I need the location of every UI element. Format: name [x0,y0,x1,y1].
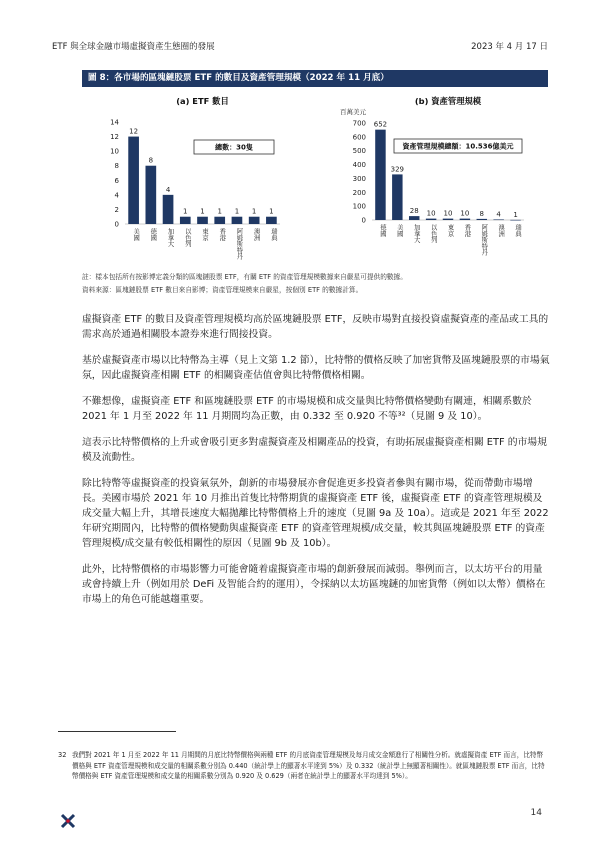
hkex-logo-icon [60,813,76,829]
data-label: 12 [129,127,139,136]
header-date: 2023 年 4 月 17 日 [471,42,548,52]
data-label: 28 [409,207,419,216]
data-label: 10 [443,209,453,218]
data-label: 1 [217,207,222,216]
bar [493,219,503,220]
x-tick-label: 瑞典 [269,228,277,241]
data-label: 1 [234,207,240,216]
x-tick-label: 瑞典 [514,224,522,237]
data-label: 1 [183,207,188,216]
paragraph: 不難想像，虛擬資產 ETF 和區塊鏈股票 ETF 的市場規模和成交量與比特幣價格變動有關連，相關系數於 2021 年 1 月至 2022 年 11 月期間均為正數，由 0.332 至 0.920 不等³²（見圖 9 及 10）。 [82,396,532,422]
bar [197,217,208,224]
y-tick-label: 2 [114,205,119,214]
bar [128,137,139,224]
x-tick-label: 東京 [201,228,208,241]
data-label: 4 [496,210,501,219]
y-tick-label: 0 [114,220,119,229]
x-tick-label: 加拿大 [412,224,420,243]
bar [426,219,436,220]
figure-note: 註：樣本包括所有按影博定義分類的區塊鏈股票 ETF，有關 ETF 的資產管理規模數據來自嚴星可提供的數據。 [82,273,407,281]
data-label: 10 [460,209,470,218]
data-label: 1 [251,207,257,216]
paragraph: 除比特幣等虛擬資產的投資氣氛外，創新的市場發展亦會促進更多投資者參與有關市場，從而帶動市場增長。美國市場於 2021 年 10 月推出首隻比特幣期貨的虛擬資產 ETF 後，虛擬資產 ETF 的資產管理規模及成交量大幅上升，其增長速度大幅拋離比特幣價格上升的速度（見圖 9a 及 10a）。這或是 2021 年至 2022 年研究期間內，比特幣的價格變動與虛擬資產 ETF 的資產管理規模/成交量，較其與區塊鏈股票 ETF 的資產管理規模/成交量有較低相關性的原因（見圖 9b 及 10b）。 [82,478,549,549]
x-tick-label: 阿姆斯特丹 [235,228,243,260]
y-tick-label: 700 [352,119,366,128]
bar [460,219,470,220]
y-tick-label: 14 [110,118,119,127]
y-tick-label: 600 [352,133,366,142]
footnote [58,750,548,782]
bar [443,219,453,220]
x-tick-label: 德國 [378,224,386,237]
data-label: 329 [390,165,405,174]
paragraph: 基於虛擬資產市場以比特幣為主導（見上文第 1.2 節），比特幣的價格反映了加密貨幣及區塊鏈股票的市場氣氛，因此虛擬資產相關 ETF 的相關資產估值會與比特幣價格相關。 [82,355,550,381]
x-tick-label: 東京 [446,224,454,237]
header-title: ETF 與全球金融市場虛擬資產生態圈的發展 [52,42,215,52]
footnote-number: 32 [58,751,67,759]
paragraph: 虛擬資產 ETF 的數目及資產管理規模均高於區塊鏈股票 ETF，反映市場對直接投資虛擬資產的產品或工具的需求高於通過相關股本證券來進行間接投資。 [82,314,549,340]
y-tick-label: 10 [110,147,119,156]
y-tick-label: 300 [352,174,366,183]
data-label: 1 [200,207,205,216]
data-label: 652 [373,120,388,129]
chart-aum [322,92,552,270]
chart-etf-count [82,92,312,270]
x-tick-label: 美國 [395,224,403,237]
paragraph: 此外，比特幣價格的市場影響力可能會隨着虛擬資產市場的創新發展而減弱。舉例而言，以太坊平台的用量或會持續上升（例如用於 DeFi 及智能合約的運用），令採納以太坊區塊鏈的加密貨幣（例如以太幣）價格在市場上的角色可能越趨重要。 [82,564,546,605]
bar [214,217,225,224]
bar [249,217,260,224]
bar [180,217,191,224]
x-tick-label: 加拿大 [166,228,174,247]
bar [409,216,419,220]
figure-notes [82,271,552,297]
annotation-text: 資產管理規模總額：10.536億美元 [402,142,514,151]
bar [375,130,385,220]
x-tick-label: 香港 [463,224,471,237]
chart-title: (b) 資產管理規模 [414,96,482,106]
bar [145,166,156,224]
bar [477,219,487,220]
bar [510,220,520,221]
x-tick-label: 香港 [218,228,226,241]
data-label: 8 [479,209,485,218]
y-tick-label: 400 [352,161,366,170]
bar [232,217,243,224]
figure-source: 資料來源：區塊鏈股票 ETF 數目來自影博；資產管理規模來自嚴星，按個別 ETF 的數據計算。 [82,286,363,294]
y-tick-label: 100 [352,202,366,211]
x-tick-label: 以色列 [183,228,191,247]
x-tick-label: 以色列 [429,224,437,243]
x-tick-label: 澳洲 [497,224,505,237]
y-tick-label: 500 [352,147,366,156]
data-label: 1 [513,210,518,219]
footnote-divider [58,731,176,732]
x-tick-label: 德國 [149,228,157,241]
y-tick-label: 12 [110,133,119,142]
data-label: 4 [165,185,171,194]
chart-title: (a) ETF 數目 [176,96,229,106]
data-label: 1 [269,207,274,216]
figure-title: 圖 8：各市場的區塊鏈股票 ETF 的數目及資產管理規模（2022 年 11 月底） [82,70,548,87]
paragraph: 這表示比特幣價格的上升或會吸引更多對虛擬資產及相關產品的投資，有助拓展虛擬資產相關 ETF 的市場規模及流動性。 [82,437,547,463]
y-tick-label: 200 [352,188,366,197]
data-label: 10 [426,209,436,218]
x-tick-label: 阿姆斯特丹 [480,224,488,256]
footnote-text: 我們對 2021 年 1 月至 2022 年 11 月期間的月底比特幣價格與兩種 ETF 的月底資產管理規模及每月成交金額進行了相關性分析。就虛擬資產 ETF 而言，比特幣價格與 ETF 資產管理規模和成交量的相關系數分別為 0.440（統計學上的顯著水平達到 5%）及 0.332（統計學上無顯著相關性）。就區塊鏈股票 ETF 而言，比特幣價格與 ETF 資產管理規模和成交量的相關系數分別為 0.920 及 0.629（兩者在統計學上的顯著水平均達到 5%）。 [72,751,545,780]
x-tick-label: 澳洲 [252,228,260,241]
bar [163,195,174,224]
page-header [52,40,548,54]
bar [392,174,402,220]
page-number: 14 [530,808,542,818]
x-tick-label: 美國 [132,228,140,241]
y-axis-label: 百萬美元 [340,108,366,116]
y-tick-label: 6 [114,176,119,185]
body-text [82,312,550,618]
data-label: 8 [148,156,154,165]
y-tick-label: 0 [361,216,366,225]
annotation-text: 總數：30隻 [215,143,253,152]
bar [266,217,277,224]
y-tick-label: 8 [114,162,119,171]
y-tick-label: 4 [114,191,119,200]
